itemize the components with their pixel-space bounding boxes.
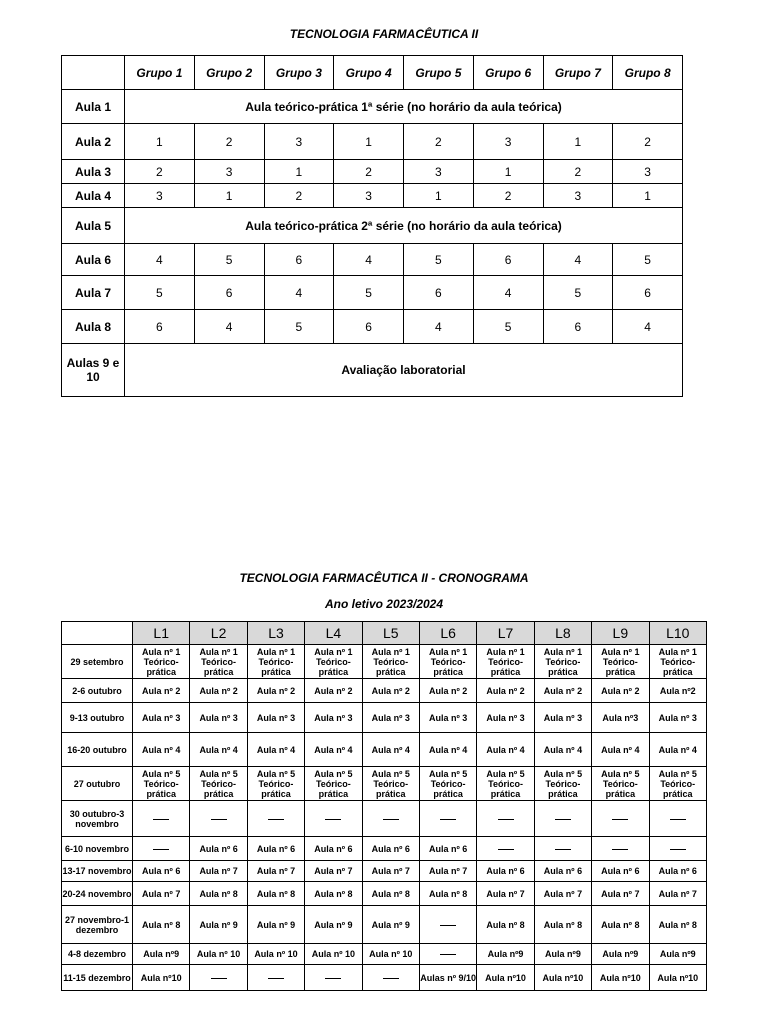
- group-cell: 5: [125, 276, 195, 310]
- week-date: 30 outubro-3 novembro: [62, 801, 133, 837]
- schedule-cell: Aula nº10: [534, 965, 591, 991]
- lab-header-l3: L3: [247, 622, 304, 645]
- group-cell: 2: [543, 160, 613, 184]
- group-cell: 2: [194, 124, 264, 160]
- schedule-row: [62, 861, 707, 882]
- lab-header-l5: L5: [362, 622, 419, 645]
- group-cell: 4: [264, 276, 334, 310]
- schedule-cell: [305, 801, 362, 837]
- merged-cell: Aula teórico-prática 1ª série (no horário da aula teórica): [125, 90, 683, 124]
- schedule-cell: [419, 944, 476, 965]
- schedule-cell: Aula nº10: [477, 965, 534, 991]
- schedule-cell: [362, 801, 419, 837]
- schedule-cell: Aula nº 4: [305, 733, 362, 767]
- group-cell: 5: [264, 310, 334, 344]
- group-cell: 2: [473, 184, 543, 208]
- schedule-cell: Aula nº 9: [190, 906, 247, 944]
- group-cell: 4: [334, 244, 404, 276]
- schedule-cell: Aula nº 3: [133, 703, 190, 733]
- schedule-cell: [247, 801, 304, 837]
- schedule-cell: Aula nº9: [592, 944, 649, 965]
- schedule-cell: Aula nº 10: [362, 944, 419, 965]
- schedule-cell: Aula nº 4: [190, 733, 247, 767]
- schedule-cell: Aula nº 8: [649, 906, 706, 944]
- schedule-cell: Aula nº9: [133, 944, 190, 965]
- group-cell: 3: [543, 184, 613, 208]
- lab-header-l8: L8: [534, 622, 591, 645]
- group-cell: 2: [334, 160, 404, 184]
- empty-dash: [670, 819, 686, 820]
- schedule-cell: [477, 837, 534, 861]
- schedule-row: [62, 767, 707, 801]
- schedule-cell: Aula nº 6: [649, 861, 706, 882]
- schedule-cell: Aula nº 3: [477, 703, 534, 733]
- group-header-3: Grupo 3: [264, 56, 334, 90]
- schedule-cell: Aula nº 8: [190, 882, 247, 906]
- row-label: Aula 2: [62, 124, 125, 160]
- schedule-cell: Aula nº 3: [362, 703, 419, 733]
- schedule-cell: Aulas nº 9/10: [419, 965, 476, 991]
- row-label: Aula 1: [62, 90, 125, 124]
- group-cell: 4: [613, 310, 683, 344]
- group-cell: 1: [264, 160, 334, 184]
- lab-header-l1: L1: [133, 622, 190, 645]
- schedule-cell: Aula nº 9: [247, 906, 304, 944]
- lab-header-l2: L2: [190, 622, 247, 645]
- schedule-cell: [649, 837, 706, 861]
- row-label: Aula 4: [62, 184, 125, 208]
- schedule-cell: Aula nº 4: [247, 733, 304, 767]
- schedule-cell: Aula nº 4: [419, 733, 476, 767]
- schedule-cell: Aula nº 8: [362, 882, 419, 906]
- group-header-8: Grupo 8: [613, 56, 683, 90]
- schedule-cell: Aula nº 7: [362, 861, 419, 882]
- lab-header-l10: L10: [649, 622, 706, 645]
- schedule-cell: Aula nº 5 Teórico-prática: [649, 767, 706, 801]
- schedule-cell: [419, 801, 476, 837]
- t2-corner-cell: [62, 622, 133, 645]
- schedule-cell: [592, 801, 649, 837]
- schedule-cell: Aula nº10: [592, 965, 649, 991]
- group-cell: 6: [473, 244, 543, 276]
- empty-dash: [268, 978, 284, 979]
- group-cell: 6: [125, 310, 195, 344]
- empty-dash: [325, 978, 341, 979]
- schedule-row: [62, 882, 707, 906]
- schedule-cell: Aula nº 3: [247, 703, 304, 733]
- week-date: 9-13 outubro: [62, 703, 133, 733]
- schedule-cell: Aula nº 6: [534, 861, 591, 882]
- group-cell: 5: [404, 244, 474, 276]
- schedule-cell: Aula nº 2: [247, 679, 304, 703]
- group-cell: 1: [473, 160, 543, 184]
- schedule-cell: Aula nº 5 Teórico-prática: [247, 767, 304, 801]
- schedule-cell: Aula nº 10: [190, 944, 247, 965]
- schedule-cell: Aula nº10: [133, 965, 190, 991]
- schedule-cell: Aula nº 3: [190, 703, 247, 733]
- group-cell: 1: [543, 124, 613, 160]
- lab-header-l7: L7: [477, 622, 534, 645]
- schedule-cell: [305, 965, 362, 991]
- schedule-cell: Aula nº 6: [592, 861, 649, 882]
- empty-dash: [612, 849, 628, 850]
- empty-dash: [498, 819, 514, 820]
- empty-dash: [211, 819, 227, 820]
- group-header-row: [62, 56, 683, 90]
- schedule-cell: Aula nº 7: [477, 882, 534, 906]
- group-cell: 3: [334, 184, 404, 208]
- group-cell: 6: [543, 310, 613, 344]
- schedule-cell: Aula nº 5 Teórico-prática: [133, 767, 190, 801]
- week-date: 27 novembro-1 dezembro: [62, 906, 133, 944]
- schedule-cell: Aula nº 1 Teórico-prática: [477, 645, 534, 679]
- schedule-cell: Aula nº 7: [592, 882, 649, 906]
- schedule-cell: Aula nº 9: [362, 906, 419, 944]
- table2-title: TECNOLOGIA FARMACÊUTICA II - CRONOGRAMA: [239, 571, 529, 585]
- schedule-cell: [592, 837, 649, 861]
- group-header-6: Grupo 6: [473, 56, 543, 90]
- row-label: Aula 7: [62, 276, 125, 310]
- group-header-5: Grupo 5: [404, 56, 474, 90]
- schedule-cell: [190, 801, 247, 837]
- schedule-row: [62, 703, 707, 733]
- schedule-cell: Aula nº 1 Teórico-prática: [133, 645, 190, 679]
- schedule-cell: Aula nº 7: [247, 861, 304, 882]
- group-header-1: Grupo 1: [125, 56, 195, 90]
- schedule-row: [62, 801, 707, 837]
- schedule-row: [62, 906, 707, 944]
- empty-dash: [211, 978, 227, 979]
- week-date: 13-17 novembro: [62, 861, 133, 882]
- schedule-cell: Aula nº 4: [592, 733, 649, 767]
- group-header-2: Grupo 2: [194, 56, 264, 90]
- empty-dash: [268, 819, 284, 820]
- week-date: 11-15 dezembro: [62, 965, 133, 991]
- schedule-cell: Aula nº 2: [477, 679, 534, 703]
- group-header-4: Grupo 4: [334, 56, 404, 90]
- group-cell: 6: [334, 310, 404, 344]
- schedule-cell: Aula nº9: [649, 944, 706, 965]
- group-cell: 2: [125, 160, 195, 184]
- table1-title: TECNOLOGIA FARMACÊUTICA II: [289, 27, 479, 41]
- schedule-cell: Aula nº 1 Teórico-prática: [534, 645, 591, 679]
- schedule-cell: Aula nº 8: [247, 882, 304, 906]
- group-cell: 2: [404, 124, 474, 160]
- row-label: Aulas 9 e 10: [62, 344, 125, 397]
- schedule-cell: [133, 801, 190, 837]
- schedule-row: [62, 965, 707, 991]
- group-row: [62, 124, 683, 160]
- schedule-cell: Aula nº 4: [133, 733, 190, 767]
- empty-dash: [153, 849, 169, 850]
- week-date: 16-20 outubro: [62, 733, 133, 767]
- schedule-cell: Aula nº 3: [649, 703, 706, 733]
- group-cell: 3: [404, 160, 474, 184]
- group-row: [62, 276, 683, 310]
- schedule-cell: Aula nº 2: [133, 679, 190, 703]
- schedule-cell: Aula nº 6: [133, 861, 190, 882]
- empty-dash: [555, 819, 571, 820]
- group-row: [62, 184, 683, 208]
- schedule-cell: Aula nº 2: [419, 679, 476, 703]
- schedule-cell: Aula nº 6: [247, 837, 304, 861]
- group-cell: 5: [613, 244, 683, 276]
- group-cell: 4: [194, 310, 264, 344]
- row-label: Aula 8: [62, 310, 125, 344]
- empty-dash: [153, 819, 169, 820]
- group-cell: 4: [543, 244, 613, 276]
- week-date: 4-8 dezembro: [62, 944, 133, 965]
- empty-dash: [498, 849, 514, 850]
- schedule-cell: Aula nº 3: [419, 703, 476, 733]
- lab-header-l6: L6: [419, 622, 476, 645]
- schedule-cell: Aula nº9: [534, 944, 591, 965]
- schedule-cell: Aula nº 4: [534, 733, 591, 767]
- schedule-cell: [534, 801, 591, 837]
- merged-cell: Avaliação laboratorial: [125, 344, 683, 397]
- schedule-cell: Aula nº 1 Teórico-prática: [362, 645, 419, 679]
- schedule-cell: Aula nº 7: [649, 882, 706, 906]
- group-row: [62, 160, 683, 184]
- schedule-cell: Aula nº 5 Teórico-prática: [477, 767, 534, 801]
- schedule-cell: Aula nº 7: [190, 861, 247, 882]
- schedule-cell: Aula nº 7: [534, 882, 591, 906]
- schedule-row: [62, 944, 707, 965]
- schedule-row: [62, 733, 707, 767]
- schedule-cell: [534, 837, 591, 861]
- group-cell: 3: [125, 184, 195, 208]
- schedule-cell: [362, 965, 419, 991]
- school-year-subtitle: Ano letivo 2023/2024: [324, 597, 444, 611]
- group-cell: 1: [334, 124, 404, 160]
- schedule-cell: Aula nº 6: [305, 837, 362, 861]
- lab-header-l9: L9: [592, 622, 649, 645]
- schedule-cell: Aula nº 4: [477, 733, 534, 767]
- schedule-cell: Aula nº 2: [190, 679, 247, 703]
- row-label: Aula 5: [62, 208, 125, 244]
- empty-dash: [555, 849, 571, 850]
- group-cell: 5: [194, 244, 264, 276]
- schedule-cell: Aula nº 7: [419, 861, 476, 882]
- group-cell: 3: [194, 160, 264, 184]
- schedule-cell: Aula nº2: [649, 679, 706, 703]
- group-cell: 3: [264, 124, 334, 160]
- schedule-cell: Aula nº 8: [477, 906, 534, 944]
- empty-dash: [670, 849, 686, 850]
- group-cell: 3: [613, 160, 683, 184]
- schedule-cell: Aula nº 6: [362, 837, 419, 861]
- schedule-cell: Aula nº 5 Teórico-prática: [362, 767, 419, 801]
- group-header-7: Grupo 7: [543, 56, 613, 90]
- schedule-cell: Aula nº 5 Teórico-prática: [592, 767, 649, 801]
- group-cell: 2: [613, 124, 683, 160]
- schedule-row: [62, 645, 707, 679]
- group-cell: 1: [194, 184, 264, 208]
- schedule-cell: Aula nº 5 Teórico-prática: [305, 767, 362, 801]
- schedule-cell: Aula nº10: [649, 965, 706, 991]
- schedule-cell: Aula nº 2: [534, 679, 591, 703]
- empty-dash: [383, 819, 399, 820]
- schedule-cell: Aula nº 6: [477, 861, 534, 882]
- group-cell: 3: [473, 124, 543, 160]
- group-cell: 4: [404, 310, 474, 344]
- group-cell: 1: [404, 184, 474, 208]
- cronograma-table: [61, 621, 707, 991]
- week-date: 27 outubro: [62, 767, 133, 801]
- group-cell: 1: [613, 184, 683, 208]
- lab-header-row: [62, 622, 707, 645]
- schedule-cell: Aula nº 7: [133, 882, 190, 906]
- schedule-cell: Aula nº 2: [362, 679, 419, 703]
- schedule-cell: Aula nº 1 Teórico-prática: [247, 645, 304, 679]
- schedule-cell: Aula nº 8: [534, 906, 591, 944]
- schedule-cell: Aula nº 3: [305, 703, 362, 733]
- group-cell: 5: [334, 276, 404, 310]
- empty-dash: [383, 978, 399, 979]
- group-cell: 4: [125, 244, 195, 276]
- schedule-cell: Aula nº 1 Teórico-prática: [190, 645, 247, 679]
- group-cell: 1: [125, 124, 195, 160]
- schedule-cell: Aula nº 7: [305, 861, 362, 882]
- schedule-cell: Aula nº 8: [133, 906, 190, 944]
- empty-dash: [440, 954, 456, 955]
- group-cell: 5: [473, 310, 543, 344]
- schedule-cell: Aula nº 5 Teórico-prática: [534, 767, 591, 801]
- empty-dash: [325, 819, 341, 820]
- group-schedule-table: [61, 55, 683, 397]
- schedule-cell: Aula nº3: [592, 703, 649, 733]
- merged-cell: Aula teórico-prática 2ª série (no horário da aula teórica): [125, 208, 683, 244]
- schedule-cell: Aula nº 8: [305, 882, 362, 906]
- group-cell: 6: [613, 276, 683, 310]
- row-label: Aula 6: [62, 244, 125, 276]
- schedule-cell: Aula nº 2: [592, 679, 649, 703]
- schedule-cell: [190, 965, 247, 991]
- schedule-cell: [247, 965, 304, 991]
- schedule-cell: Aula nº 1 Teórico-prática: [419, 645, 476, 679]
- group-row: [62, 344, 683, 397]
- t1-corner-cell: [62, 56, 125, 90]
- group-row: [62, 244, 683, 276]
- schedule-cell: Aula nº 10: [305, 944, 362, 965]
- group-cell: 6: [194, 276, 264, 310]
- schedule-cell: Aula nº 9: [305, 906, 362, 944]
- schedule-cell: Aula nº 1 Teórico-prática: [305, 645, 362, 679]
- schedule-cell: Aula nº 1 Teórico-prática: [649, 645, 706, 679]
- lab-header-l4: L4: [305, 622, 362, 645]
- schedule-cell: Aula nº 5 Teórico-prática: [419, 767, 476, 801]
- week-date: 29 setembro: [62, 645, 133, 679]
- group-cell: 6: [404, 276, 474, 310]
- group-row: [62, 310, 683, 344]
- week-date: 6-10 novembro: [62, 837, 133, 861]
- schedule-cell: Aula nº 5 Teórico-prática: [190, 767, 247, 801]
- schedule-cell: [133, 837, 190, 861]
- group-row: [62, 208, 683, 244]
- group-row: [62, 90, 683, 124]
- schedule-cell: Aula nº 3: [534, 703, 591, 733]
- empty-dash: [440, 925, 456, 926]
- group-cell: 4: [473, 276, 543, 310]
- schedule-cell: Aula nº 6: [419, 837, 476, 861]
- week-date: 20-24 novembro: [62, 882, 133, 906]
- group-cell: 2: [264, 184, 334, 208]
- row-label: Aula 3: [62, 160, 125, 184]
- schedule-cell: Aula nº 10: [247, 944, 304, 965]
- schedule-cell: Aula nº 4: [362, 733, 419, 767]
- schedule-row: [62, 679, 707, 703]
- week-date: 2-6 outubro: [62, 679, 133, 703]
- group-cell: 6: [264, 244, 334, 276]
- empty-dash: [612, 819, 628, 820]
- schedule-cell: Aula nº 1 Teórico-prática: [592, 645, 649, 679]
- schedule-cell: Aula nº 8: [419, 882, 476, 906]
- schedule-cell: Aula nº 8: [592, 906, 649, 944]
- schedule-cell: Aula nº 2: [305, 679, 362, 703]
- schedule-cell: [649, 801, 706, 837]
- schedule-cell: Aula nº9: [477, 944, 534, 965]
- group-cell: 5: [543, 276, 613, 310]
- schedule-row: [62, 837, 707, 861]
- schedule-cell: Aula nº 4: [649, 733, 706, 767]
- schedule-cell: Aula nº 6: [190, 837, 247, 861]
- schedule-cell: [477, 801, 534, 837]
- empty-dash: [440, 819, 456, 820]
- schedule-cell: [419, 906, 476, 944]
